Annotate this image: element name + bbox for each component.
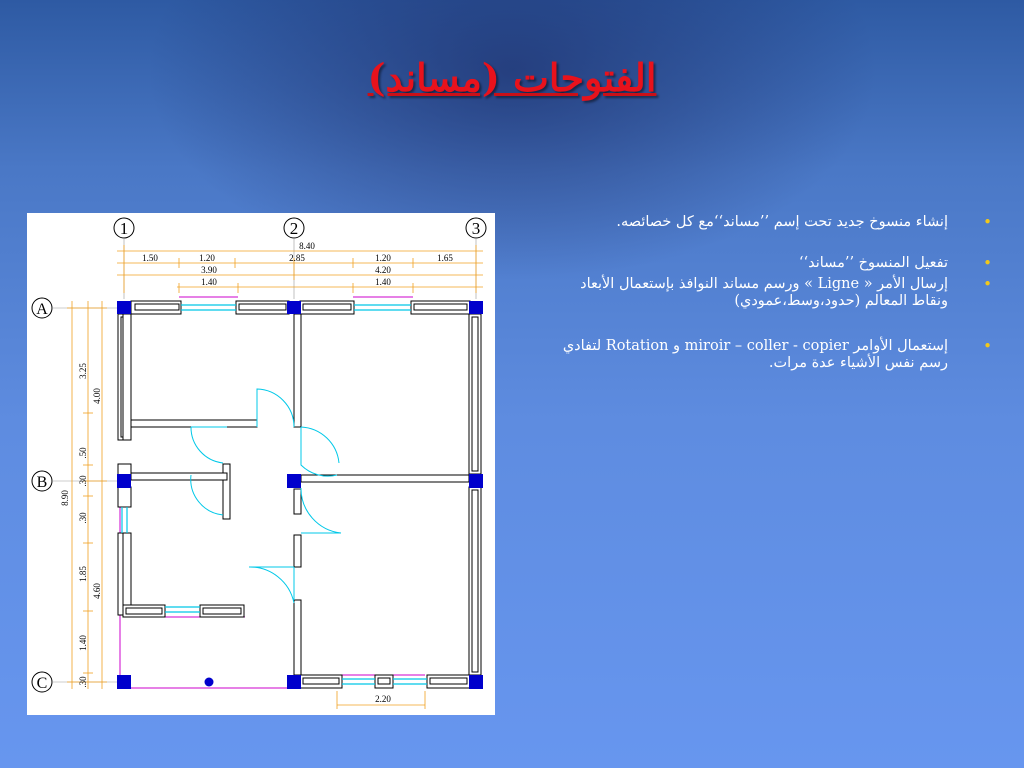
dim-top-3: 2.85: [289, 253, 305, 263]
dim-top-9: 1.40: [375, 277, 391, 287]
axis-label-3: 3: [471, 219, 481, 238]
bullet-item-2: • تفعيل المنسوخ ’’مساند‘‘: [540, 255, 1010, 272]
dim-bottom: 2.20: [375, 694, 391, 704]
axis-label-c: C: [36, 675, 48, 692]
dim-left-6: 1.40: [78, 635, 88, 651]
dim-top-5: 1.65: [437, 253, 453, 263]
dim-top-6: 3.90: [201, 265, 217, 275]
dim-top-7: 4.20: [375, 265, 391, 275]
bullet-item-4: • إستعمال الأوامر miroir – coller - copier و Rotation لتفادي رسم نفس الأشياء عدة مرات.: [540, 338, 1010, 372]
dim-top-4: 1.20: [375, 253, 391, 263]
dim-left-7: .30: [78, 676, 88, 688]
axis-label-1: 1: [119, 219, 129, 238]
dim-left-2: .50: [78, 447, 88, 459]
dim-top-8: 1.40: [201, 277, 217, 287]
dim-left-4: .30: [78, 512, 88, 524]
dim-overall-width: 8.40: [299, 241, 315, 251]
walls: [118, 301, 481, 688]
axis-label-a: A: [36, 301, 48, 318]
dim-left-a: 4.00: [92, 388, 102, 404]
dim-top-2: 1.20: [199, 253, 215, 263]
floor-plan-drawing: [27, 213, 495, 715]
bullet-item-3: • إرسال الأمر « Ligne » ورسم مساند النوافذ بإستعمال الأبعاد ونقاط المعالم (حدود،وسط،عمودي): [540, 276, 1010, 310]
dim-left-3: .30: [78, 475, 88, 487]
bullet-item-1: • إنشاء منسوخ جديد تحت إسم ’’مساند‘‘مع كل خصائصه.: [540, 214, 1010, 231]
axis-markers-left: [32, 298, 117, 692]
left-dimension-labels: [60, 363, 102, 688]
dim-top-1: 1.50: [142, 253, 158, 263]
bullet-list: [540, 214, 1010, 372]
axis-label-2: 2: [289, 219, 299, 238]
top-dimension-labels: [142, 241, 453, 287]
dim-left-5: 1.85: [78, 566, 88, 582]
opening-outlines: [120, 297, 425, 688]
dim-left-1: 3.25: [78, 363, 88, 379]
windows: [122, 305, 427, 684]
dim-left-b: 4.60: [92, 583, 102, 599]
axis-label-b: B: [36, 474, 48, 491]
bottom-dimension: [337, 691, 425, 709]
dim-overall-height: 8.90: [60, 490, 70, 506]
left-dimensions: [67, 301, 107, 689]
slide-title: الفتوحات (مساند): [367, 55, 657, 100]
